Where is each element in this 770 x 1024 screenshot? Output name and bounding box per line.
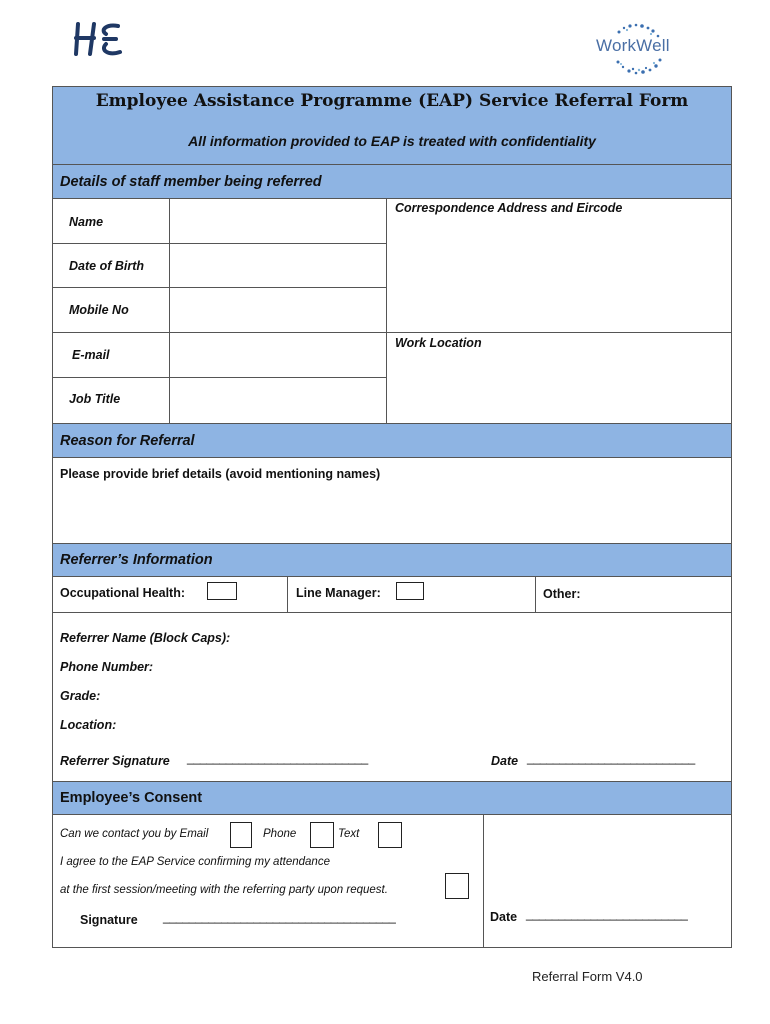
contact-text-label: Text: [338, 828, 360, 840]
mobile-input-cell[interactable]: [170, 288, 386, 332]
consent-date-label: Date: [490, 910, 518, 924]
referrer-date-line[interactable]: __________________________: [527, 751, 695, 765]
address-label: Correspondence Address and Eircode: [395, 201, 623, 215]
contact-prompt: Can we contact you by Email: [60, 828, 209, 840]
dob-input-cell[interactable]: [170, 244, 386, 287]
agree-checkbox[interactable]: [445, 873, 469, 899]
occupational-health-label: Occupational Health:: [60, 586, 186, 600]
reason-input-area[interactable]: [53, 485, 731, 543]
job-title-input-cell[interactable]: [170, 378, 386, 423]
contact-phone-label: Phone: [263, 828, 297, 840]
field-label-email: E-mail: [72, 348, 110, 362]
referral-form: [52, 86, 732, 948]
field-label-name: Name: [69, 215, 104, 229]
hse-logo: [72, 20, 128, 60]
email-input-cell[interactable]: [170, 333, 386, 377]
other-input-cell[interactable]: [588, 578, 731, 612]
line-manager-checkbox[interactable]: [396, 582, 424, 600]
field-label-dob: Date of Birth: [69, 259, 144, 273]
consent-signature-label: Signature: [80, 913, 138, 927]
contact-text-checkbox[interactable]: [378, 822, 402, 848]
form-subtitle: All information provided to EAP is treated with confidentiality: [188, 133, 596, 149]
contact-email-checkbox[interactable]: [230, 822, 252, 848]
other-label: Other:: [543, 587, 581, 601]
occupational-health-checkbox[interactable]: [207, 582, 237, 600]
referrer-signature-label: Referrer Signature: [60, 754, 170, 768]
field-label-mobile: Mobile No: [69, 303, 129, 317]
agree-line-1: I agree to the EAP Service confirming my attendance: [60, 856, 330, 868]
referrer-phone-label: Phone Number:: [60, 660, 154, 674]
reason-section-heading: Reason for Referral: [53, 423, 731, 458]
consent-section-heading: Employee’s Consent: [53, 781, 731, 815]
referrer-date-label: Date: [491, 754, 519, 768]
staff-section-heading: Details of staff member being referred: [53, 164, 731, 199]
field-label-job-title: Job Title: [69, 392, 121, 406]
address-input-cell[interactable]: [387, 219, 731, 332]
form-header: [53, 87, 731, 166]
work-location-input-cell[interactable]: [387, 353, 731, 423]
work-location-label: Work Location: [395, 336, 482, 350]
referrer-name-label: Referrer Name (Block Caps):: [60, 631, 231, 645]
referrer-grade-label: Grade:: [60, 689, 101, 703]
line-manager-label: Line Manager:: [296, 586, 381, 600]
consent-signature-line[interactable]: ____________________________________: [163, 910, 396, 924]
form-title: Employee Assistance Programme (EAP) Service Referral Form: [95, 91, 689, 111]
agree-line-2: at the first session/meeting with the referring party upon request.: [60, 884, 388, 896]
referrer-section-heading: Referrer’s Information: [53, 543, 731, 577]
reason-prompt: Please provide brief details (avoid mentioning names): [60, 467, 381, 481]
form-version: Referral Form V4.0: [532, 969, 643, 984]
name-input-cell[interactable]: [170, 200, 386, 243]
contact-phone-checkbox[interactable]: [310, 822, 334, 848]
consent-date-line[interactable]: _________________________: [526, 907, 688, 921]
referrer-signature-line[interactable]: ____________________________: [187, 751, 368, 765]
referrer-location-label: Location:: [60, 718, 117, 732]
